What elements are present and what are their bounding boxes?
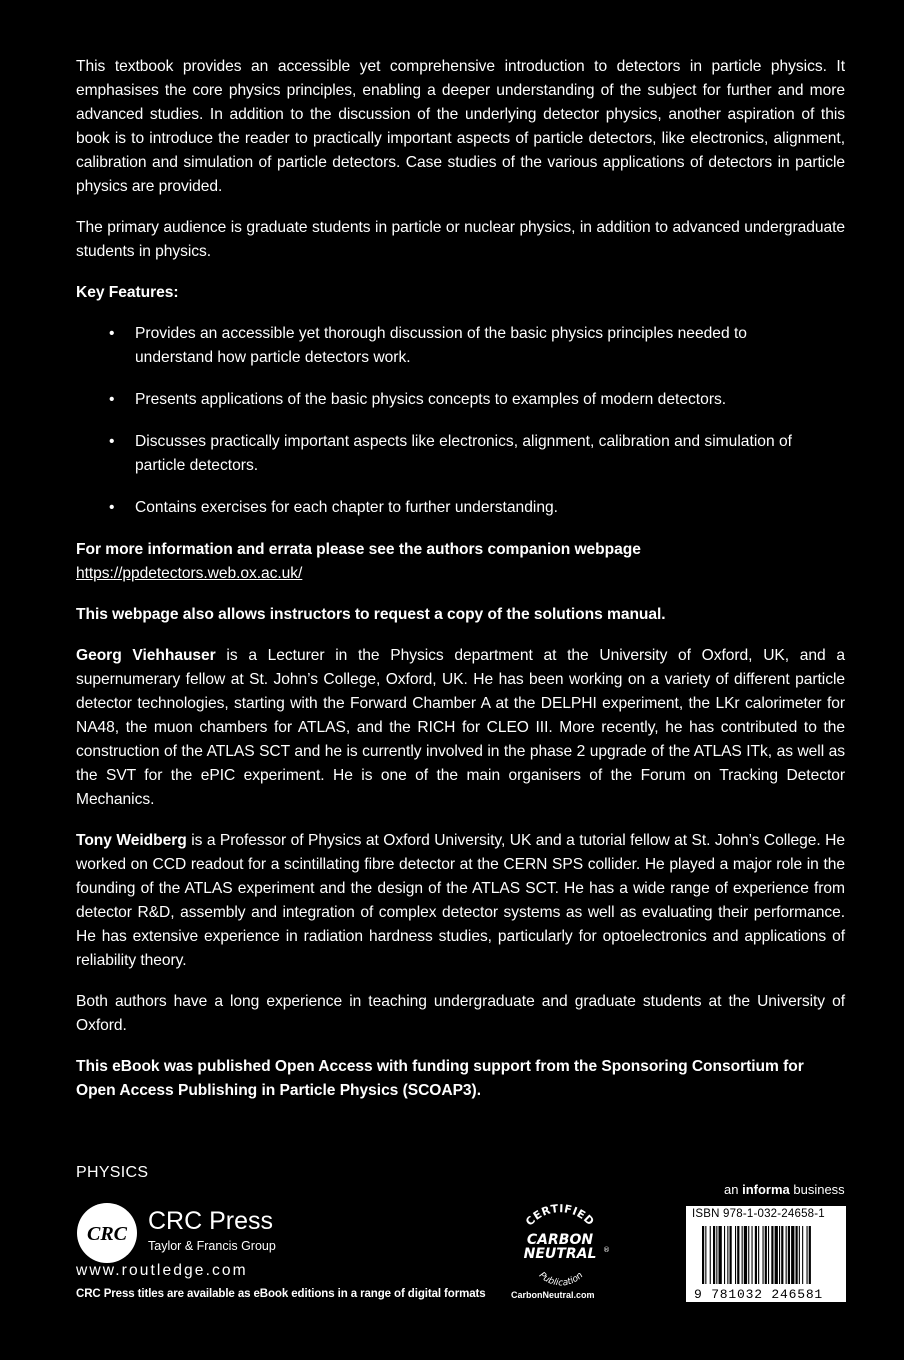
barcode-bar [748,1226,749,1284]
both-authors-note: Both authors have a long experience in teaching undergraduate and graduate students at the University of Oxford. [76,993,845,1034]
barcode-bar [763,1226,764,1284]
crc-group-title: Taylor & Francis Group [148,1239,276,1253]
barcode-bar [742,1226,743,1284]
barcode-bar [755,1226,757,1284]
feature-item [76,430,845,478]
key-features-list [76,322,845,520]
crc-logo-text: CRC [86,1223,128,1245]
barcode-bar [807,1226,808,1284]
barcode-bar [775,1226,778,1284]
crc-press-title: CRC Press [148,1207,274,1235]
carbon-registered-mark: ® [603,1246,610,1254]
more-info-block [76,538,845,586]
barcode-bar [702,1226,704,1284]
isbn-barcode [686,1206,846,1302]
solutions-manual-note: This webpage also allows instructors to request a copy of the solutions manual. [76,606,666,623]
informa-brand: informa [742,1182,790,1197]
barcode-bar [727,1226,728,1284]
carbon-neutral-site: CarbonNeutral.com [511,1290,595,1300]
bullet-icon: • [109,499,115,516]
carbon-mid1-text: CARBON [526,1232,594,1248]
barcode-bar [716,1226,717,1284]
back-cover-text [76,55,845,1120]
barcode-bar [730,1226,732,1284]
barcode-bar [758,1226,759,1284]
carbon-bottom-text: Publication [536,1270,586,1289]
bullet-icon: • [109,433,115,450]
author-1-bio [76,644,845,812]
author-1-name: Georg Viehhauser [76,647,216,664]
barcode-bar [713,1226,715,1284]
barcode-bar [752,1226,753,1284]
feature-text: Contains exercises for each chapter to further understanding. [135,499,559,516]
author-2-bio [76,829,845,973]
feature-item [76,388,845,412]
publisher-website[interactable]: www.routledge.com [76,1262,248,1279]
barcode-bar [710,1226,711,1284]
barcode-bar [786,1226,787,1284]
ebook-availability-note: CRC Press titles are available as eBook editions in a range of digital formats [76,1288,486,1300]
barcode-bar [705,1226,706,1284]
feature-item [76,322,845,370]
category-label: PHYSICS [76,1164,149,1181]
barcode-bar [737,1226,739,1284]
barcode-bar [771,1226,773,1284]
crc-logo-icon [76,1202,138,1264]
intro-paragraph-2: The primary audience is graduate students in particle or nuclear physics, in addition to advanced undergraduate students in physics. [76,219,845,260]
barcode-bar [779,1226,780,1284]
author-2-name: Tony Weidberg [76,832,187,849]
barcode-bar [788,1226,790,1284]
svg-text:CERTIFIED [523,1202,597,1228]
barcode-bar [719,1226,722,1284]
intro-paragraph-1: This textbook provides an accessible yet comprehensive introduction to detectors in particle physics. It emphasises the core physics principles, enabling a deeper understanding of the subject for further and more advanced studies. In addition to the discussion of the underlying detector physics, another aspiration of this book is to introduce the reader to practically important aspects of particle detectors, like electronics, alignment, calibration and simulation of particle detectors. Case studies of the various applications of detectors in particle physics are provided. [76,58,845,195]
barcode-bar [809,1226,811,1284]
barcode-bar [768,1226,769,1284]
carbon-top-text: CERTIFIED [523,1202,597,1229]
barcode-bar [744,1226,747,1284]
barcode-graphic [686,1224,846,1302]
barcode-bar [799,1226,800,1284]
bullet-icon: • [109,325,115,342]
carbon-mid2-text: NEUTRAL [523,1246,597,1262]
key-features-heading: Key Features: [76,284,179,301]
feature-text: Provides an accessible yet thorough discussion of the basic physics principles needed to understand how particle detectors work. [135,325,747,366]
author-2-bio-text: is a Professor of Physics at Oxford University, UK and a tutorial fellow at St. John’s College. He worked on CCD readout for a scintillating fibre detector at the CERN SPS collider. He played a major role in the founding of the ATLAS experiment and the design of the ATLAS SCT. He has a wide range of experience from detector R&D, assembly and integration of complex detector systems as well as evaluating their performance. He has extensive experience in radiation hardness studies, particularly for optoelectronics and applications of reliability theory. [76,832,845,969]
barcode-digits: 9 781032 246581 [694,1287,824,1302]
feature-item [76,496,845,520]
feature-text: Presents applications of the basic physics concepts to examples of modern detectors. [135,391,727,408]
barcode-bar [796,1226,798,1284]
author-1-bio-text: is a Lecturer in the Physics department at the University of Oxford, UK, and a supernumerary fellow at St. John’s College, Oxford, UK. He has been working on a variety of different particle detector technologies, starting with the Forward Chamber A at the DELPHI experiment, the LKr calorimeter for NA48, the muon chambers for ATLAS, and the RICH for CLEO III. More recently, he has contributed to the construction of the ATLAS SCT and he is currently involved in the phase 2 upgrade of the ATLAS ITk, as well as the SVT for the ePIC experiment. He is one of the main organisers of the Forum on Tracking Detector Mechanics. [76,647,845,808]
barcode-bar [735,1226,736,1284]
barcode-bar [781,1226,783,1284]
barcode-bar [802,1226,803,1284]
crc-press-name [148,1206,276,1254]
barcode-bar [765,1226,767,1284]
barcode-bar [724,1226,725,1284]
barcode-bar [791,1226,794,1284]
isbn-number: ISBN 978-1-032-24658-1 [692,1208,825,1220]
companion-webpage-link[interactable]: https://ppdetectors.web.ox.ac.uk/ [76,565,303,582]
feature-text: Discusses practically important aspects like electronics, alignment, calibration and simulation of particle detectors. [135,433,792,474]
informa-tagline: an informa business [724,1182,845,1197]
more-info-text: For more information and errata please see the authors companion webpage [76,541,641,558]
open-access-note: This eBook was published Open Access with funding support from the Sponsoring Consortium for Open Access Publishing in Particle Physics (SCOAP3). [76,1058,804,1099]
svg-text:Publication [537,1270,586,1288]
bullet-icon: • [109,391,115,408]
